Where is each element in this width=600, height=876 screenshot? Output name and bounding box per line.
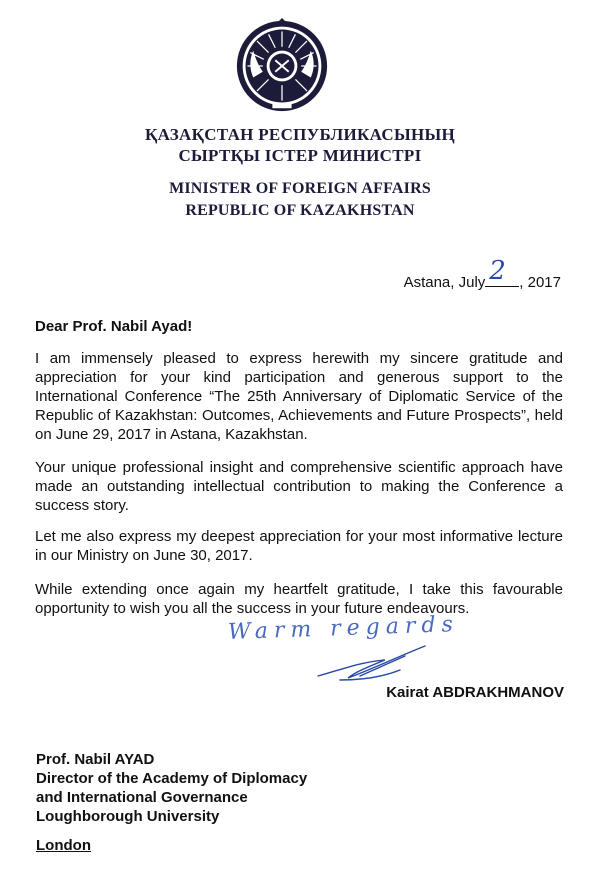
signer-name: Kairat ABDRAKHMANOV [386, 684, 564, 701]
body-paragraph: Let me also express my deepest appreciation for your most informative lecture in our Ministry on June 30, 2017. [35, 528, 563, 564]
ministry-title-en-line1: MINISTER OF FOREIGN AFFAIRS [169, 180, 431, 197]
ministry-title-en-line2: REPUBLIC OF KAZAKHSTAN [185, 202, 415, 219]
date-prefix: Astana, July [403, 274, 486, 291]
kazakhstan-state-emblem-icon [234, 18, 330, 114]
body-paragraph: I am immensely pleased to express herewith my sincere gratitude and appreciation for your kind participation and generous support to the International Conference “The 25th Anniversary of Diplomatic Service of the Republic of Kazakhstan: Outcomes, Achievements and Future Prospects”, held on June 29, 2017 in Astana, Kazakhstan. [35, 350, 563, 443]
ministry-title-kz-line1: ҚАЗАҚСТАН РЕСПУБЛИКАСЫНЫҢ [144, 125, 456, 144]
salutation: Dear Prof. Nabil Ayad! [35, 318, 193, 335]
body-paragraph: While extending once again my heartfelt gratitude, I take this favourable opportunity to wish you all the success in your future endeavours. [35, 581, 563, 617]
recipient-line: Loughborough University [36, 808, 220, 825]
recipient-line: Director of the Academy of Diplomacy [36, 770, 308, 787]
letter-date [403, 256, 561, 291]
handwritten-closing: Warm regards [227, 611, 460, 646]
body-paragraph: Your unique professional insight and comprehensive scientific approach have made an outstanding intellectual contribution to making the Conference a success story. [35, 459, 563, 514]
ministry-title-kz-line2: СЫРТҚЫ ІСТЕР МИНИСТРІ [178, 146, 422, 165]
recipient-city: London [36, 837, 91, 854]
date-day-handwritten: 2 [489, 256, 506, 286]
recipient-address [36, 750, 307, 826]
date-day-blank [485, 256, 519, 287]
recipient-line: Prof. Nabil AYAD [36, 751, 155, 768]
date-suffix: , 2017 [519, 274, 561, 291]
recipient-line: and International Governance [36, 789, 248, 806]
handwritten-signature-icon [300, 640, 450, 685]
